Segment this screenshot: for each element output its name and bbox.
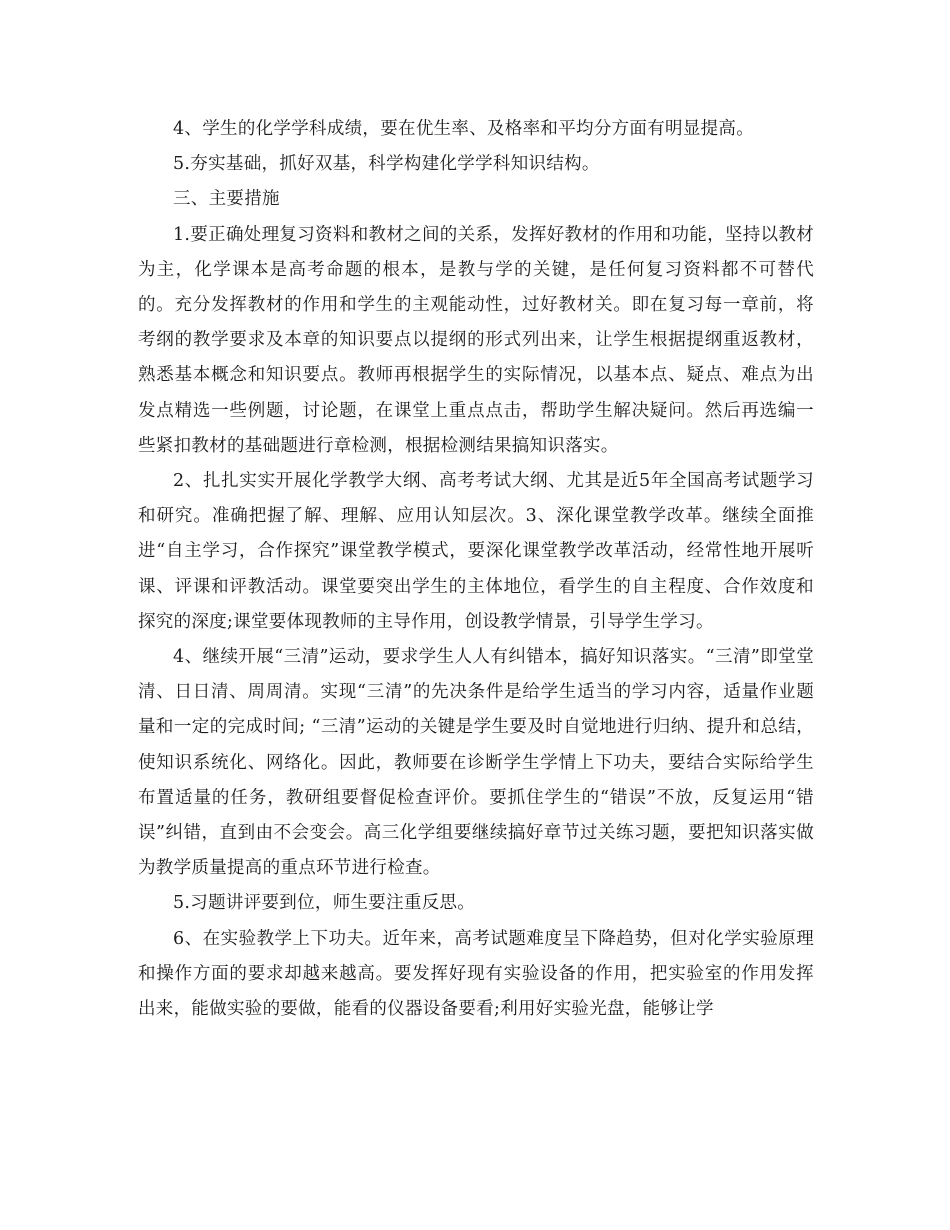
section-heading-main-measures: 三、主要措施	[173, 189, 280, 210]
paragraph-measure-2-3: 2、扎扎实实开展化学教学大纲、高考考试大纲、尤其是近5年全国高考试题学习和研究。准确把握了解、理解、应用认知层次。3、深化课堂教学改革。继续全面推进“自主学习，合作探究”课堂教学模式，要深化课堂教学改革活动，经常性地开展听课、评课和评教活动。课堂要突出学生的主体地位，看学生的自主程度、合作效度和探究的深度;课堂要体现教师的主导作用，创设教学情景，引导学生学习。	[138, 471, 814, 632]
paragraph-measure-1: 1.要正确处理复习资料和教材之间的关系，发挥好教材的作用和功能，坚持以教材为主，化学课本是高考命题的根本，是教与学的关键，是任何复习资料都不可替代的。充分发挥教材的作用和学生的主观能动性，过好教材关。即在复习每一章前，将考纲的教学要求及本章的知识要点以提纲的形式列出来，让学生根据提纲重返教材，熟悉基本概念和知识要点。教师再根据学生的实际情况，以基本点、疑点、难点为出发点精选一些例题，讨论题，在课堂上重点点击，帮助学生解决疑问。然后再选编一些紧扣教材的基础题进行章检测，根据检测结果搞知识落实。	[138, 224, 814, 456]
paragraph-goal-5: 5.夯实基础，抓好双基，科学构建化学学科知识结构。	[173, 154, 600, 175]
paragraph-measure-5: 5.习题讲评要到位，师生要注重反思。	[173, 893, 476, 914]
document-body	[138, 112, 814, 1027]
paragraph-goal-4: 4、学生的化学学科成绩，要在优生率、及格率和平均分方面有明显提高。	[173, 119, 755, 139]
paragraph-measure-6: 6、在实验教学上下功夫。近年来，高考试题难度呈下降趋势，但对化学实验原理和操作方面的要求却越来越高。要发挥好现有实验设备的作用，把实验室的作用发挥出来，能做实验的要做，能看的仪器设备要看;利用好实验光盘，能够让学	[138, 928, 814, 1020]
paragraph-measure-4: 4、继续开展“三清”运动，要求学生人人有纠错本，搞好知识落实。“三清”即堂堂清、日日清、周周清。实现“三清”的先决条件是给学生适当的学习内容，适量作业题量和一定的完成时间; “三清”运动的关键是学生要及时自觉地进行归纳、提升和总结，使知识系统化、网络化。因此，教师要在诊断学生学情上下功夫，要结合实际给学生布置适量的任务，教研组要督促检查评价。要抓住学生的“错误”不放，反复运用“错误”纠错，直到由不会变会。高三化学组要继续搞好章节过关练习题，要把知识落实做为教学质量提高的重点环节进行检查。	[138, 647, 814, 879]
